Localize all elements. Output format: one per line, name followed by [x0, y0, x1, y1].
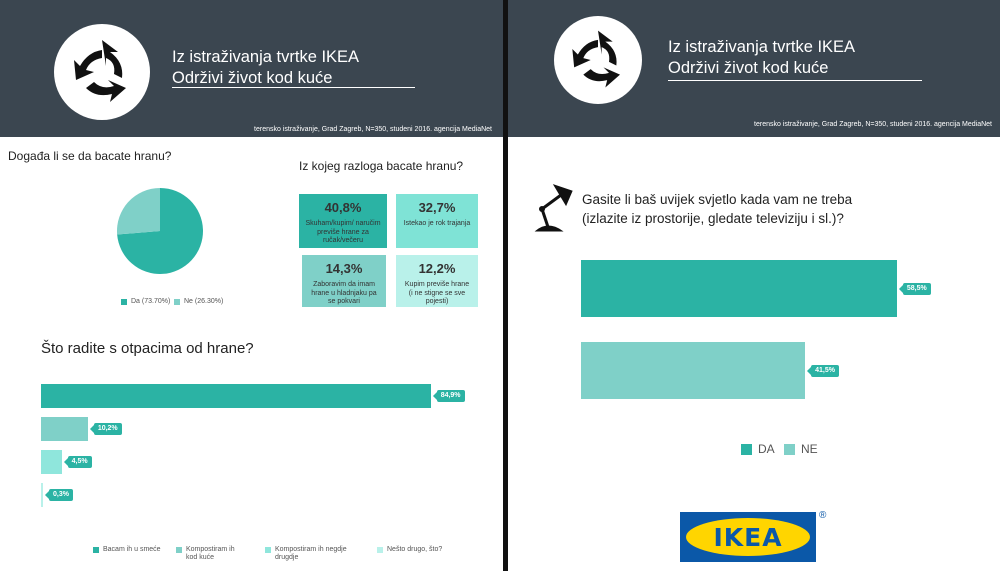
header-title-right-line2: Održivi život kod kuće	[668, 59, 829, 77]
waste-bar-label-2: 10,2%	[94, 423, 122, 435]
waste-bar-4	[41, 483, 43, 507]
light-bar-2	[581, 342, 805, 399]
q4-question-line2: (izlazite iz prostorije, gledate televiziju i sl.)?	[582, 211, 844, 226]
legend-q4-da	[741, 442, 775, 456]
legend-q4-label-ne: NE	[801, 442, 818, 456]
legend-q3-4	[377, 546, 467, 554]
pie-slice-ne	[117, 188, 160, 235]
reason-2-text: Istekao je rok trajanja	[403, 220, 471, 227]
legend-q3-label-4: Nešto drugo, što?	[387, 546, 443, 553]
q1-question: Događa li se da bacate hranu?	[8, 149, 172, 163]
legend-swatch-da	[121, 299, 127, 305]
legend-q4-swatch-da	[741, 444, 752, 455]
ikea-logo	[680, 512, 816, 562]
legend-q4-label-da: DA	[758, 442, 775, 456]
reason-4-pct: 12,2%	[418, 261, 456, 276]
q3-question: Što radite s otpacima od hrane?	[41, 340, 254, 357]
waste-bar-label-3: 4,5%	[68, 456, 92, 468]
reason-4-text: Kupim previše hrane (i ne stigne se sve pojesti)	[404, 281, 470, 305]
q4-question	[582, 190, 852, 228]
legend-q3-swatch-3	[265, 547, 271, 553]
desk-lamp-icon	[532, 183, 576, 233]
recycle-arrows-icon	[565, 27, 631, 93]
waste-bar-3	[41, 450, 62, 474]
legend-da	[121, 298, 170, 306]
header-title-line1: Iz istraživanja tvrtke IKEA	[172, 48, 360, 66]
waste-bar-1	[41, 384, 431, 408]
legend-q4-swatch-ne	[784, 444, 795, 455]
survey-source: terensko istraživanje, Grad Zagreb, N=350, studeni 2016. agencija MediaNet	[254, 126, 492, 133]
legend-q3-2	[176, 546, 246, 562]
legend-q3-label-1: Bacam ih u smeće	[103, 546, 161, 553]
legend-q3-swatch-1	[93, 547, 99, 553]
reason-3-text: Zaboravim da imam hrane u hladnjaku pa se pokvari	[311, 281, 377, 305]
reason-box-2	[396, 194, 478, 248]
ikea-logo-text: IKEA	[713, 522, 783, 552]
header-title-right-line1: Iz istraživanja tvrtke IKEA	[668, 38, 856, 56]
light-bar-label-2: 41,5%	[811, 365, 839, 377]
reason-box-1	[299, 194, 387, 248]
legend-ne	[174, 298, 223, 306]
reason-2-pct: 32,7%	[418, 200, 456, 215]
ikea-logo-oval	[686, 518, 810, 556]
header-rule-right	[668, 80, 922, 81]
header-title-right	[668, 37, 855, 79]
legend-swatch-ne	[174, 299, 180, 305]
recycle-arrows-icon	[66, 36, 138, 108]
legend-ne-label: Ne (26.30%)	[184, 298, 224, 305]
legend-da-label: Da (73.70%)	[131, 298, 171, 305]
waste-bar-label-4: 0,3%	[49, 489, 73, 501]
reason-1-pct: 40,8%	[324, 200, 362, 215]
waste-bar-2	[41, 417, 88, 441]
q2-question: Iz kojeg razloga bacate hranu?	[299, 159, 464, 173]
light-bar-label-1: 58,5%	[903, 283, 931, 295]
left-header	[0, 0, 503, 137]
legend-q3-swatch-2	[176, 547, 182, 553]
light-bar-1	[581, 260, 897, 317]
header-title	[172, 47, 359, 89]
q4-question-line1: Gasite li baš uvijek svjetlo kada vam ne treba	[582, 192, 853, 207]
reason-1-text: Skuham/kupim/ naručim previše hrane za ručak/večeru	[305, 220, 381, 244]
waste-bar-label-1: 84,9%	[437, 390, 465, 402]
header-title-line2: Održivi život kod kuće	[172, 69, 333, 87]
legend-q4-ne	[784, 442, 818, 456]
registered-mark: ®	[819, 510, 827, 521]
recycle-logo-right	[554, 16, 642, 104]
reason-box-3	[302, 255, 386, 307]
legend-q3-1	[93, 546, 175, 554]
reason-box-4	[396, 255, 478, 307]
survey-source-right: terensko istraživanje, Grad Zagreb, N=350, studeni 2016. agencija MediaNet	[754, 121, 992, 128]
legend-q3-3	[265, 546, 357, 562]
right-header	[508, 0, 1000, 137]
header-rule	[172, 87, 415, 88]
recycle-logo	[54, 24, 150, 120]
right-infographic-panel	[508, 0, 1000, 571]
legend-q3-label-3: Kompostiram ih negdje drugdje	[275, 546, 347, 561]
legend-q3-label-2: Kompostiram ih kod kuće	[186, 546, 235, 561]
reason-3-pct: 14,3%	[325, 261, 363, 276]
pie-chart	[116, 187, 204, 275]
legend-q3-swatch-4	[377, 547, 383, 553]
